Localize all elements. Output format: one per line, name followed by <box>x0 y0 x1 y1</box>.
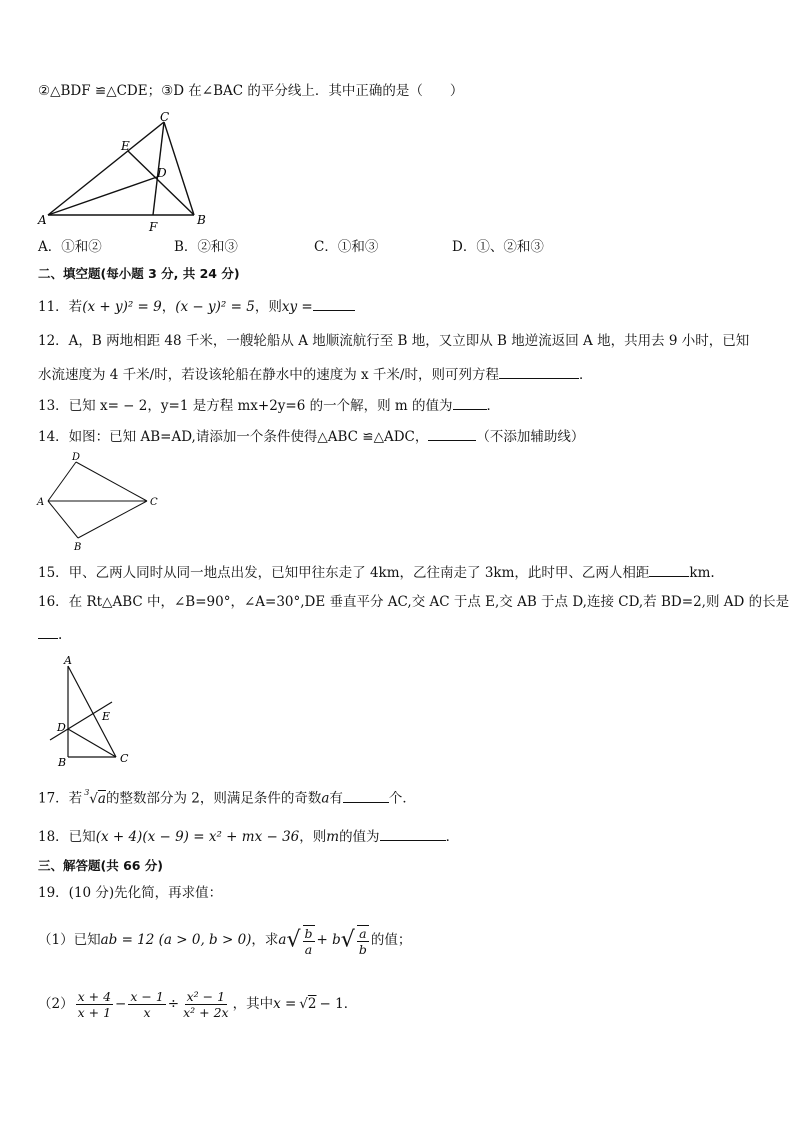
q19-1-condition: ab = 12 (a > 0, b > 0) <box>100 932 252 948</box>
q19-1-prefix: （1）已知 <box>38 932 101 948</box>
q19-2-root: 2 <box>307 996 317 1012</box>
q19-2-minus: − <box>115 996 127 1012</box>
label-c: C <box>120 752 129 765</box>
q19-1-plus-b: + b <box>316 932 341 948</box>
label-d: D <box>57 721 66 734</box>
q16-line2 <box>38 624 62 644</box>
option-a: A．①和② <box>38 239 102 255</box>
q18-end: ． <box>445 829 460 845</box>
frac2-den: b <box>358 941 367 957</box>
q11-prefix: 11．若 <box>38 299 83 315</box>
q16-end: . <box>58 627 63 643</box>
f3-num: x² − 1 <box>186 989 226 1004</box>
q11-expr2: (x − y)² = 5 <box>175 299 255 315</box>
q18-expr: (x + 4)(x − 9) = x² + mx − 36 <box>95 829 300 845</box>
q19-2-prefix: （2） <box>38 996 74 1012</box>
q16-answer-blank[interactable] <box>38 624 58 639</box>
q19-2-fraction3 <box>181 989 230 1020</box>
label-c: C <box>150 497 158 508</box>
q16-line1: 16．在 Rt△ABC 中，∠B=90°，∠A=30°,DE 垂直平分 AC,交 AC 于点 E,交 AB 于点 D,连接 CD,若 BD=2,则 AD 的长是 <box>38 594 790 610</box>
q15 <box>38 562 715 582</box>
q11-var: xy <box>281 299 298 315</box>
q19-1-sqrt2: √ <box>340 927 355 953</box>
q18-answer-blank[interactable] <box>380 826 446 841</box>
option-d: D．①、②和③ <box>452 239 544 255</box>
f2-den: x <box>143 1005 151 1020</box>
q19-1-mid: ，求 <box>251 932 279 948</box>
q19-2-fraction1 <box>76 989 113 1020</box>
frac1-num: b <box>304 925 313 941</box>
q17-var: a <box>321 790 330 807</box>
q19-1-sqrt1: √ <box>286 927 301 953</box>
q15-end: km. <box>689 565 715 581</box>
q19-1-fraction2 <box>357 925 369 957</box>
q19-1-end: 的值； <box>370 932 412 948</box>
label-d: D <box>157 166 167 180</box>
q12-text: 水流速度为 4 千米/时，若设该轮船在静水中的速度为 x 千米/时，则可列方程 <box>38 367 499 383</box>
q19-2-fraction2 <box>128 989 165 1020</box>
section-2-heading: 二、填空题(每小题 3 分, 共 24 分) <box>38 266 240 281</box>
label-a: A <box>64 654 72 667</box>
f2-num: x − 1 <box>130 989 164 1004</box>
q15-answer-blank[interactable] <box>649 562 689 577</box>
option-c: C．①和③ <box>314 239 379 255</box>
q17-cube-root: $^3$√a <box>84 788 106 807</box>
q17-root-index: 3 <box>84 788 90 797</box>
label-a: A <box>38 213 47 227</box>
q12-answer-blank[interactable] <box>499 364 579 379</box>
q17 <box>38 786 416 808</box>
q13-text: 13．已知 x= − 2，y=1 是方程 mx+2y=6 的一个解，则 m 的值为 <box>38 398 453 414</box>
q11-sep: ， <box>161 299 176 315</box>
option-b: B．②和③ <box>174 239 238 255</box>
q19-part1 <box>38 918 411 962</box>
q11-expr1: (x + y)² = 9 <box>82 299 162 315</box>
q19-1-fraction1 <box>303 925 315 957</box>
q17-middle: 的整数部分为 2，则满足条件的奇数 <box>105 790 322 807</box>
q18-prefix: 18．已知 <box>38 829 96 845</box>
f1-num: x + 4 <box>77 989 112 1004</box>
q19-2-sqrt: √ <box>299 996 308 1012</box>
q17-end: 个． <box>388 790 416 807</box>
label-b: B <box>58 756 67 769</box>
q11-mid: ，则 <box>254 299 282 315</box>
figure-triangle-abc-1 <box>36 110 216 232</box>
q17-after: 有 <box>329 790 343 807</box>
frac2-num: a <box>359 925 367 941</box>
q18-mid: ，则 <box>299 829 327 845</box>
label-b: B <box>74 542 82 553</box>
figure-kite-abcd <box>34 450 164 555</box>
q12-end: ． <box>578 367 593 383</box>
q19: 19．(10 分)先化简，再求值： <box>38 885 223 901</box>
label-a: A <box>37 497 45 508</box>
label-e: E <box>102 710 111 723</box>
q17-root-var: a <box>97 790 106 807</box>
f1-den: x + 1 <box>77 1005 112 1020</box>
section-3-heading: 三、解答题(共 66 分) <box>38 858 164 873</box>
q19-2-mid: ，其中 <box>232 996 274 1012</box>
frac1-den: a <box>304 941 313 957</box>
q13 <box>38 395 500 415</box>
q19-part2 <box>38 982 357 1026</box>
label-b: B <box>197 213 206 227</box>
q12-line1: 12．A，B 两地相距 48 千米，一艘轮船从 A 地顺流航行至 B 地，又立即从 B 地逆流返回 A 地，共用去 9 小时，已知 <box>38 333 750 349</box>
q13-answer-blank[interactable] <box>453 395 487 410</box>
q19-2-xeq: x = <box>273 996 297 1012</box>
q19-1-a: a <box>278 932 287 948</box>
q14-answer-blank[interactable] <box>428 426 476 441</box>
q19-2-div: ÷ <box>167 996 180 1012</box>
q10-statement: ②△BDF ≌△CDE；③D 在∠BAC 的平分线上．其中正确的是（ ） <box>38 83 464 99</box>
figure-right-triangle <box>44 654 144 769</box>
q14-end: （不添加辅助线） <box>476 429 585 445</box>
q18-after: 的值为 <box>339 829 380 845</box>
q11 <box>38 296 355 316</box>
q11-eq: = <box>297 299 313 315</box>
q14-text: 14．如图：已知 AB=AD,请添加一个条件使得△ABC ≌△ADC， <box>38 429 429 445</box>
label-f: F <box>149 220 158 232</box>
q19-2-tail: − 1． <box>319 996 358 1012</box>
label-e: E <box>121 139 130 153</box>
q17-answer-blank[interactable] <box>343 788 389 803</box>
q18-var: m <box>326 829 340 845</box>
label-d: D <box>72 452 81 463</box>
q14 <box>38 426 584 446</box>
q10-options <box>38 238 738 256</box>
q13-end: ． <box>486 398 501 414</box>
q11-answer-blank[interactable] <box>313 296 355 311</box>
q15-text: 15．甲、乙两人同时从同一地点出发，已知甲往东走了 4km，乙往南走了 3km，此时甲、乙两人相距 <box>38 565 650 581</box>
q18 <box>38 826 459 846</box>
q12-line2 <box>38 364 592 384</box>
label-c: C <box>160 110 170 124</box>
q17-prefix: 17．若 <box>38 790 83 807</box>
f3-den: x² + 2x <box>183 1005 229 1020</box>
